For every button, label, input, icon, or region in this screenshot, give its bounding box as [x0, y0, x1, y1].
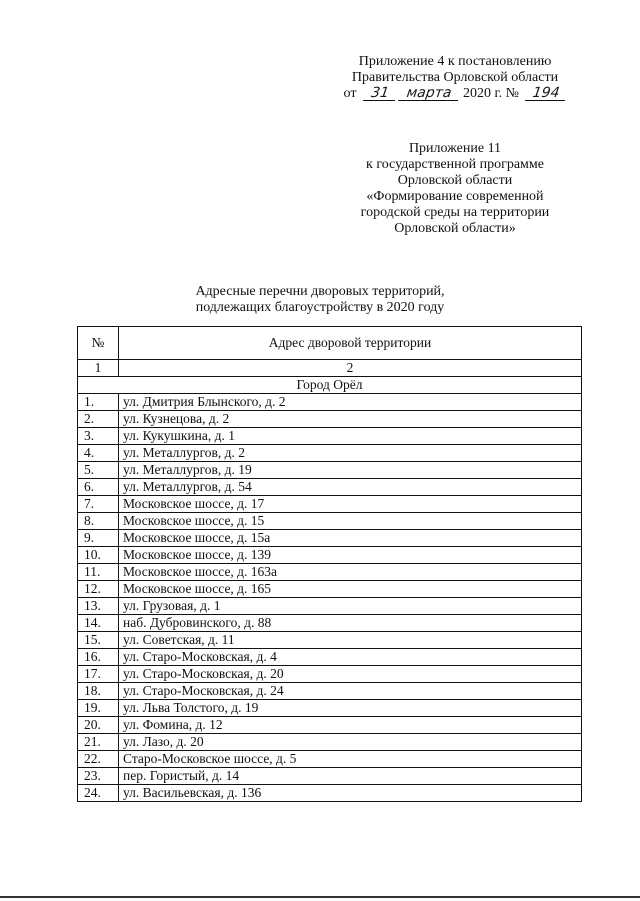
row-address: наб. Дубровинского, д. 88: [119, 615, 582, 632]
row-number: 5.: [78, 462, 119, 479]
row-address: ул. Лазо, д. 20: [119, 734, 582, 751]
table-row: [78, 496, 582, 513]
row-address: Московское шоссе, д. 15: [119, 513, 582, 530]
row-number: 22.: [78, 751, 119, 768]
table-row: [78, 785, 582, 802]
row-number: 14.: [78, 615, 119, 632]
row-number: 8.: [78, 513, 119, 530]
row-number: 21.: [78, 734, 119, 751]
column-header-address: Адрес дворовой территории: [119, 327, 582, 360]
table-row: [78, 632, 582, 649]
table-section-row: [78, 377, 582, 394]
row-address: ул. Металлургов, д. 19: [119, 462, 582, 479]
table-row: [78, 581, 582, 598]
appendix-line-5: городской среды на территории: [360, 205, 550, 220]
header-line-1: Приложение 4 к постановлению: [358, 54, 552, 69]
appendix-line-3: Орловской области: [397, 173, 513, 188]
handwritten-day: 31: [363, 86, 397, 101]
appendix-header: [330, 141, 580, 237]
table-row: [78, 683, 582, 700]
row-number: 11.: [78, 564, 119, 581]
row-number: 1.: [78, 394, 119, 411]
row-address: Московское шоссе, д. 163а: [119, 564, 582, 581]
row-number: 10.: [78, 547, 119, 564]
table-row: [78, 564, 582, 581]
row-address: ул. Дмитрия Блынского, д. 2: [119, 394, 582, 411]
date-prefix: от: [343, 86, 357, 101]
row-address: Московское шоссе, д. 17: [119, 496, 582, 513]
table-row: [78, 598, 582, 615]
row-address: ул. Старо-Московская, д. 20: [119, 666, 582, 683]
appendix-line-4: «Формирование современной: [366, 189, 544, 204]
row-address: ул. Фомина, д. 12: [119, 717, 582, 734]
row-number: 16.: [78, 649, 119, 666]
row-address: ул. Металлургов, д. 2: [119, 445, 582, 462]
row-address: ул. Васильевская, д. 136: [119, 785, 582, 802]
table-row: [78, 428, 582, 445]
column-header-number: №: [78, 327, 119, 360]
row-number: 24.: [78, 785, 119, 802]
table-row: [78, 530, 582, 547]
row-number: 4.: [78, 445, 119, 462]
row-number: 23.: [78, 768, 119, 785]
row-number: 13.: [78, 598, 119, 615]
table-row: [78, 700, 582, 717]
row-number: 17.: [78, 666, 119, 683]
table-row: [78, 649, 582, 666]
table-row: [78, 547, 582, 564]
table-row: [78, 445, 582, 462]
row-address: Московское шоссе, д. 139: [119, 547, 582, 564]
column-index-1: 1: [78, 360, 119, 377]
table-body: [78, 394, 582, 802]
row-address: ул. Старо-Московская, д. 24: [119, 683, 582, 700]
appendix-line-2: к государственной программе: [366, 157, 544, 172]
appendix-line-1: Приложение 11: [408, 141, 502, 156]
row-address: ул. Кузнецова, д. 2: [119, 411, 582, 428]
table-row: [78, 717, 582, 734]
header-line-2: Правительства Орловской области: [351, 70, 559, 85]
column-index-2: 2: [119, 360, 582, 377]
row-address: ул. Старо-Московская, д. 4: [119, 649, 582, 666]
title-line-1: Адресные перечни дворовых территорий,: [195, 284, 445, 299]
header-date-line: [330, 86, 580, 104]
table-row: [78, 394, 582, 411]
row-number: 12.: [78, 581, 119, 598]
row-address: Московское шоссе, д. 165: [119, 581, 582, 598]
section-city: Город Орёл: [78, 377, 582, 394]
row-address: Старо-Московское шоссе, д. 5: [119, 751, 582, 768]
row-number: 3.: [78, 428, 119, 445]
table-row: [78, 615, 582, 632]
scan-bottom-edge: [0, 896, 640, 898]
table-row: [78, 411, 582, 428]
row-address: пер. Гористый, д. 14: [119, 768, 582, 785]
table-index-row: [78, 360, 582, 377]
row-number: 9.: [78, 530, 119, 547]
table-row: [78, 462, 582, 479]
resolution-header: [330, 54, 580, 104]
title-line-2: подлежащих благоустройству в 2020 году: [195, 300, 445, 315]
appendix-line-6: Орловской области»: [394, 221, 516, 236]
row-address: ул. Металлургов, д. 54: [119, 479, 582, 496]
table-header-row: [78, 327, 582, 360]
row-number: 7.: [78, 496, 119, 513]
row-address: ул. Кукушкина, д. 1: [119, 428, 582, 445]
table-row: [78, 479, 582, 496]
table-row: [78, 768, 582, 785]
row-address: ул. Льва Толстого, д. 19: [119, 700, 582, 717]
table-row: [78, 751, 582, 768]
row-address: ул. Грузовая, д. 1: [119, 598, 582, 615]
table-row: [78, 666, 582, 683]
row-number: 15.: [78, 632, 119, 649]
table-row: [78, 734, 582, 751]
handwritten-month: марта: [398, 86, 460, 101]
table-row: [78, 513, 582, 530]
row-number: 18.: [78, 683, 119, 700]
handwritten-number: 194: [525, 86, 567, 101]
row-number: 6.: [78, 479, 119, 496]
row-number: 19.: [78, 700, 119, 717]
document-title: [150, 284, 490, 316]
address-table: [77, 326, 582, 802]
row-address: Московское шоссе, д. 15а: [119, 530, 582, 547]
row-number: 20.: [78, 717, 119, 734]
date-year: 2020 г. №: [462, 86, 519, 101]
row-address: ул. Советская, д. 11: [119, 632, 582, 649]
row-number: 2.: [78, 411, 119, 428]
